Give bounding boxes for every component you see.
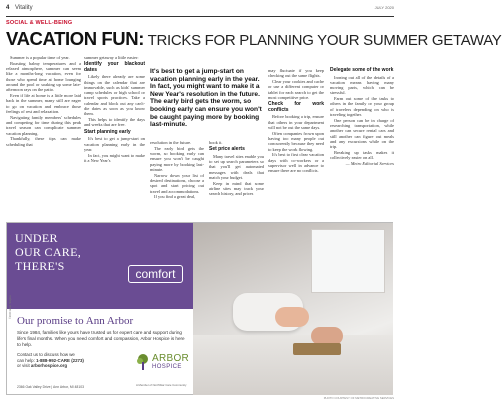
article-column-3 (150, 140, 204, 220)
paragraph: Before booking a trip, ensure that others in your department will not be out the same days. (268, 114, 324, 130)
article-credit: — Metro Editorial Services (345, 161, 394, 167)
article-column-4 (209, 140, 264, 220)
header-rule (6, 16, 394, 17)
page-number: 4 (6, 5, 10, 11)
paragraph: It's best to first clear vacation days with co-workers or a supervisor well in advance to ensure there are no conflicts. (268, 152, 324, 174)
slogan-line: THERE'S (15, 259, 65, 273)
pull-quote: It's best to get a jump-start on vacation planning early in the year. In fact, you might want to make it a New Year's resolution in the future. The early bird gets the worm, so booking early can ensure you won't be caught paying more by booking last-minute. (150, 68, 262, 129)
article-headline (6, 28, 502, 50)
hospice-advertisement[interactable] (6, 222, 393, 395)
ad-copyright: ©2020 Arbor Hospice (9, 295, 12, 319)
article-column-5 (268, 68, 324, 220)
photo-hand (275, 307, 309, 327)
slogan-line: OUR CARE, (15, 245, 82, 259)
paragraph: Likely there already are some things on the calendar that are immovable, such as kids' summer camp schedules or high school or travel sports practices. Take a calendar and block out any can't-die dates as soon as you know them. (84, 74, 145, 117)
tree-icon (136, 353, 150, 371)
paragraph: book it. (209, 140, 223, 145)
arbor-hospice-logo (136, 351, 191, 391)
paragraph: Farm out some of the tasks to others in the family or your group of travelers depending on who is traveling together. (330, 96, 394, 118)
headline-bold: VACATION FUN: (6, 28, 144, 49)
paragraph: Navigating family members' schedules and competing for time during this peak travel season can complicate summer vacation planning. (6, 114, 81, 136)
slogan-line: UNDER (15, 231, 58, 245)
logo-tagline: A Member of NorthStar Care Community (136, 383, 187, 387)
article-column-6 (330, 68, 394, 220)
logo-name: ARBOR (152, 353, 190, 364)
website-link[interactable]: arborhospice.org (30, 363, 68, 369)
subhead-blackout-dates: Identify your blackout dates (84, 61, 145, 73)
paragraph: The early bird gets the worm, so booking early can ensure you won't be caught paying more by booking last-minute. (150, 145, 204, 172)
web-lead: or visit (17, 363, 30, 369)
subhead-price-alerts: Set price alerts (209, 146, 245, 153)
paragraph: Often companies frown upon having too many people out concurrently because they need to keep the work flowing. (268, 130, 324, 152)
ad-banner (7, 223, 193, 309)
paragraph: It's best to get a jump-start on vacation planning early in the year. (84, 136, 145, 152)
paragraph: Clear your cookies and cache or use a different computer or tablet for each search to get the most competitive price. (268, 79, 324, 100)
paragraph: summer getaway a little easier: (84, 55, 139, 60)
ad-slogan (15, 231, 81, 273)
phone-link[interactable]: 1-888-992-CARE (2273) (36, 357, 84, 363)
photo-credit: PHOTO COURTESY OF METROCREATIVE SERVICES (323, 396, 394, 400)
ad-address: 2366 Oak Valley Drive | Ann Arbor, MI 48103 (17, 385, 84, 389)
comfort-badge: comfort (128, 265, 183, 283)
paragraph: In fact, you might want to make it a New Year's (84, 152, 145, 163)
paragraph: Thankfully, these tips can make scheduling that (6, 136, 81, 147)
paragraph: Breaking up tasks makes it collectively easier on all. (330, 150, 394, 161)
photo-tray (293, 343, 341, 355)
paragraph: One person can be in charge of researching transportation, while another can secure rental cars and still another can figure out meals and any excursions while on the trip. (330, 117, 394, 150)
ad-photo (193, 223, 393, 395)
ad-promise: Our promise to Ann Arbor (17, 315, 134, 327)
article-column-1 (6, 55, 81, 220)
paragraph: Many travel sites enable you to set up search parameters so that you'll get automated messages with deals that match your budget. (209, 153, 264, 180)
paragraph: Keep in mind that some airline sites may track your search history, and prices (209, 180, 264, 197)
paragraph: Boasting balmy temperatures and a relaxed atmosphere, summer can seem like a months-long vacation, even for those who spend time at home lounging around the pool or soaking up some late-afternoon rays on the patio. (6, 60, 81, 93)
paragraph: Even if life at home is a little more laid back in the summer, many still are eager to go on vacation and embrace those feelings of rest and relaxation. (6, 93, 81, 114)
paragraph: If you find a great deal, (154, 194, 196, 200)
paragraph: Summer is a popular time of year. (10, 55, 70, 60)
paragraph: resolution in the future. (150, 140, 192, 145)
paragraph: may fluctuate if you keep checking out the same flights. (268, 68, 324, 79)
ad-body: Since 1984, families like yours have trusted us for expert care and support during life's final months. When you need comfort and compassion, Arbor Hospice is here to help. (17, 330, 185, 347)
article-column-2 (84, 55, 145, 220)
paragraph: Ironing out all of the details of a vacation means having many moving parts, which can be stressful. (330, 74, 394, 96)
section-name: Vitality (15, 5, 33, 11)
issue-date: JULY 2020 (374, 5, 394, 10)
page-header (6, 5, 394, 14)
paragraph: This helps to identify the days and weeks that are free. (84, 117, 145, 128)
photo-window (311, 229, 385, 293)
subhead-delegate: Delegate some of the work (330, 67, 394, 73)
subhead-plan-early: Start planning early (84, 128, 131, 135)
contact-lead: Contact us to discuss how we (17, 352, 75, 357)
logo-sub: HOSPICE (152, 364, 182, 370)
ad-contact (17, 352, 132, 369)
paragraph: Narrow down your list of desired destinations, choose a spot and start pricing out travel and accommodations. (150, 172, 204, 194)
contact-help: can help: (17, 357, 35, 363)
article-kicker: SOCIAL & WELL-BEING (6, 20, 73, 26)
subhead-work-conflicts: Check for work conflicts (268, 101, 324, 113)
headline-light: TRICKS FOR PLANNING YOUR SUMMER GETAWAY (144, 32, 502, 49)
